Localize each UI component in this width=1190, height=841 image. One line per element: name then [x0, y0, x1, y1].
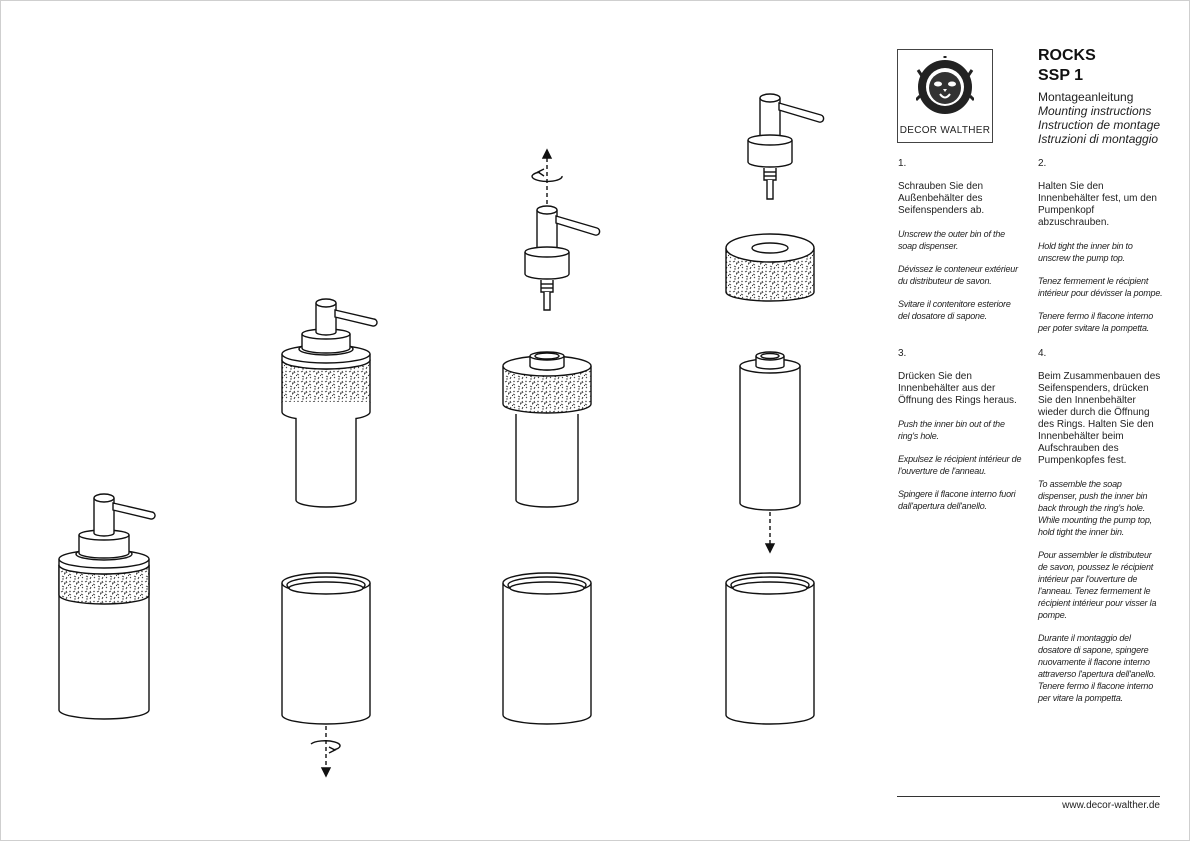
brand-name: DECOR WALTHER	[899, 125, 991, 136]
step-text-en: Hold tight the inner bin to unscrew the pump top.	[1038, 241, 1133, 263]
step-text-de: Drücken Sie den Innenbehälter aus der Öffnung des Rings heraus.	[898, 371, 1017, 406]
step-text-fr: Expulsez le récipient intérieur de l'ouverture de l'anneau.	[898, 454, 1022, 476]
document-subtitles	[1038, 90, 1160, 146]
step-number: 3.	[898, 348, 907, 359]
step-1	[898, 158, 1023, 333]
step-number: 1.	[898, 158, 907, 169]
footer-divider	[897, 796, 1160, 797]
website-url: www.decor-walther.de	[1062, 800, 1160, 811]
step-4	[1038, 348, 1163, 715]
product-name: ROCKS	[1038, 47, 1096, 64]
subtitle-fr: Instruction de montage	[1038, 118, 1161, 132]
step-text-fr: Pour assembler le distributeur de savon, poussez le récipient intérieur par l'ouverture de l'anneau. Tenez fermement le récipient intérieur pour visser la pompe.	[1038, 550, 1157, 620]
product-model: SSP 1	[1038, 67, 1084, 84]
step-text-it: Spingere il flacone interno fuori dall'apertura dell'anello.	[898, 489, 1016, 511]
subtitle-de: Montageanleitung	[1038, 90, 1134, 104]
step-number: 2.	[1038, 158, 1047, 169]
step-3	[898, 348, 1023, 523]
step-text-en: Unscrew the outer bin of the soap dispenser.	[898, 229, 1005, 251]
step-text-fr: Tenez fermement le récipient intérieur pour dévisser la pompe.	[1038, 276, 1163, 298]
assembled-dispenser-figure	[59, 494, 155, 719]
subtitle-it: Istruzioni di montaggio	[1038, 132, 1159, 146]
step-text-en: Push the inner bin out of the ring's hole.	[898, 419, 1005, 441]
step3-figure	[726, 94, 824, 724]
step-text-it: Svitare il contenitore esteriore del dosatore di sapone.	[898, 299, 1011, 321]
subtitle-en: Mounting instructions	[1038, 104, 1152, 118]
step-text-de: Beim Zusammenbauen des Seifenspenders, drücken Sie den Innenbehälter wieder durch die Öffnung des Rings. Halten Sie den Innenbehälter beim Aufschrauben des Pumpenkopfes fest.	[1038, 371, 1161, 466]
step1-figure	[282, 299, 377, 776]
step2-figure	[503, 150, 600, 724]
step-text-de: Schrauben Sie den Außenbehälter des Seifenspenders ab.	[898, 181, 985, 216]
step-text-it: Tenere fermo il flacone interno per poter svitare la pompetta.	[1038, 311, 1154, 333]
step-text-fr: Dévissez le conteneur extérieur du distributeur de savon.	[898, 264, 1018, 286]
lion-head-icon	[916, 56, 974, 118]
step-text-de: Halten Sie den Innenbehälter fest, um den Pumpenkopf abzuschrauben.	[1038, 181, 1157, 228]
step-text-it: Durante il montaggio del dosatore di sapone, spingere nuovamente il flacone interno attraverso l'apertura dell'anello. Tenere fermo il flacone interno per vitare la pompetta.	[1038, 633, 1156, 703]
brand-logo	[897, 49, 993, 143]
step-2	[1038, 158, 1163, 345]
step-text-en: To assemble the soap dispenser, push the inner bin back through the ring's hole. While mounting the pump top, hold tight the inner bin.	[1038, 479, 1152, 537]
step-number: 4.	[1038, 348, 1047, 359]
product-title	[1038, 46, 1096, 86]
